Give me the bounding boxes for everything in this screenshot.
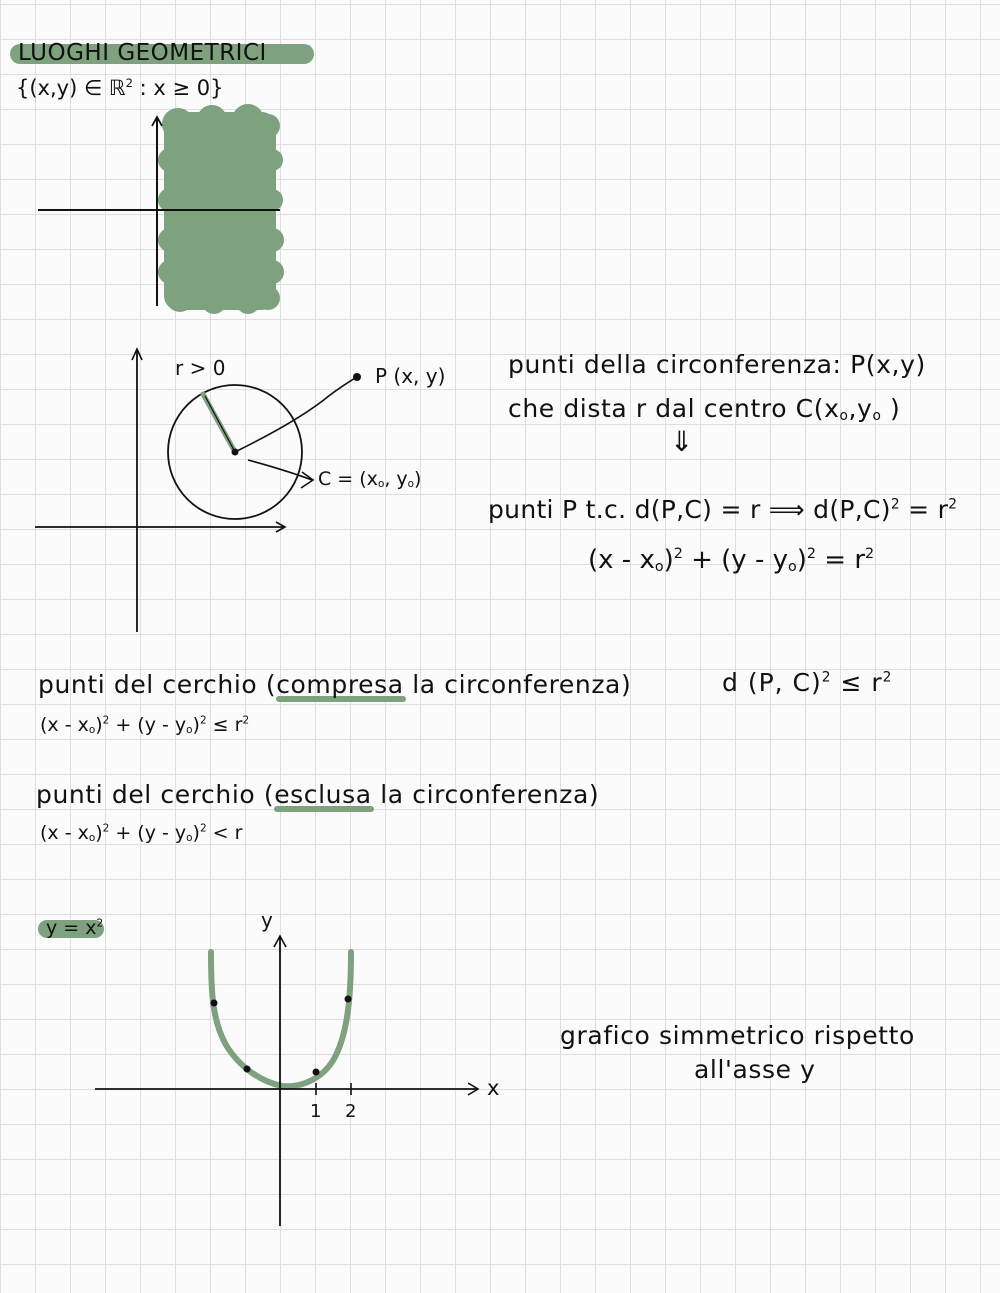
line-to-point-p [235, 377, 357, 452]
circonferenza-equation: $(x - x_o)^2 + (y - y_o)^2 = r^2$ [588, 545, 875, 575]
tick-2-label: 2 [345, 1101, 357, 1122]
circle-shape [168, 385, 302, 519]
set-definition: {(x,y) ∈ ℝ$^2$ : x ≥ 0} [16, 75, 224, 100]
cerchio-compresa-equation: $(x - x_o)^2 + (y - y_o)^2 \le r^2$ [40, 714, 250, 737]
radius-line [203, 394, 235, 452]
cerchio-compresa-condition: d (P, $C)^2 \le r^2$ [722, 668, 893, 697]
half-plane-region [158, 104, 284, 314]
radius-line-ink [205, 396, 235, 452]
cerchio-compresa-heading: punti del cerchio (compresa la circonferenza) [38, 670, 632, 699]
parabola-y-arrow [274, 936, 286, 947]
parabola-point-2 [345, 996, 352, 1003]
parabola-label: $y = x^2$ [46, 917, 104, 939]
esclusa-highlight: esclusa [274, 780, 372, 809]
center-label: $C = (x_o$, $y_o$) [318, 468, 422, 491]
point-p-label: P (x, y) [375, 364, 446, 388]
circonferenza-line2: che dista r dal centro $C(x_o,y_o$ ) [508, 394, 901, 424]
circle-x-arrow [276, 522, 285, 532]
half-plane-y-arrow [152, 117, 162, 126]
parabola-x-label: x [487, 1076, 500, 1100]
center-pointer-head [301, 472, 313, 488]
parabola-point-neg2 [211, 1000, 218, 1007]
symmetry-note-line1: grafico simmetrico rispetto [560, 1021, 915, 1050]
circonferenza-line1: punti della circonferenza: P(x,y) [508, 350, 926, 379]
center-pointer-arrow [248, 460, 312, 480]
cerchio-esclusa-equation: $(x - x_o)^2 + (y - y_o)^2 < r$ [40, 822, 243, 845]
parabola-curve [211, 952, 351, 1086]
parabola-point-neg1 [244, 1066, 251, 1073]
circonferenza-line3: punti P t.c. d(P,C) = r ⟹ $d(P,C)^2 = r^2$ [488, 495, 958, 524]
circle-y-arrow [132, 349, 142, 360]
tick-1-label: 1 [310, 1101, 322, 1122]
parabola-point-1 [313, 1069, 320, 1076]
radius-label: r > 0 [175, 356, 226, 380]
point-p [353, 373, 361, 381]
implies-arrow: ⇓ [670, 425, 694, 458]
parabola-x-arrow [468, 1083, 478, 1095]
center-point [232, 449, 239, 456]
compresa-highlight: compresa [276, 670, 404, 699]
cerchio-esclusa-heading: punti del cerchio (esclusa la circonferenza) [36, 780, 600, 809]
symmetry-note-line2: all'asse y [694, 1055, 816, 1084]
page-title: LUOGHI GEOMETRICI [18, 40, 267, 66]
parabola-y-label: y [261, 908, 273, 932]
